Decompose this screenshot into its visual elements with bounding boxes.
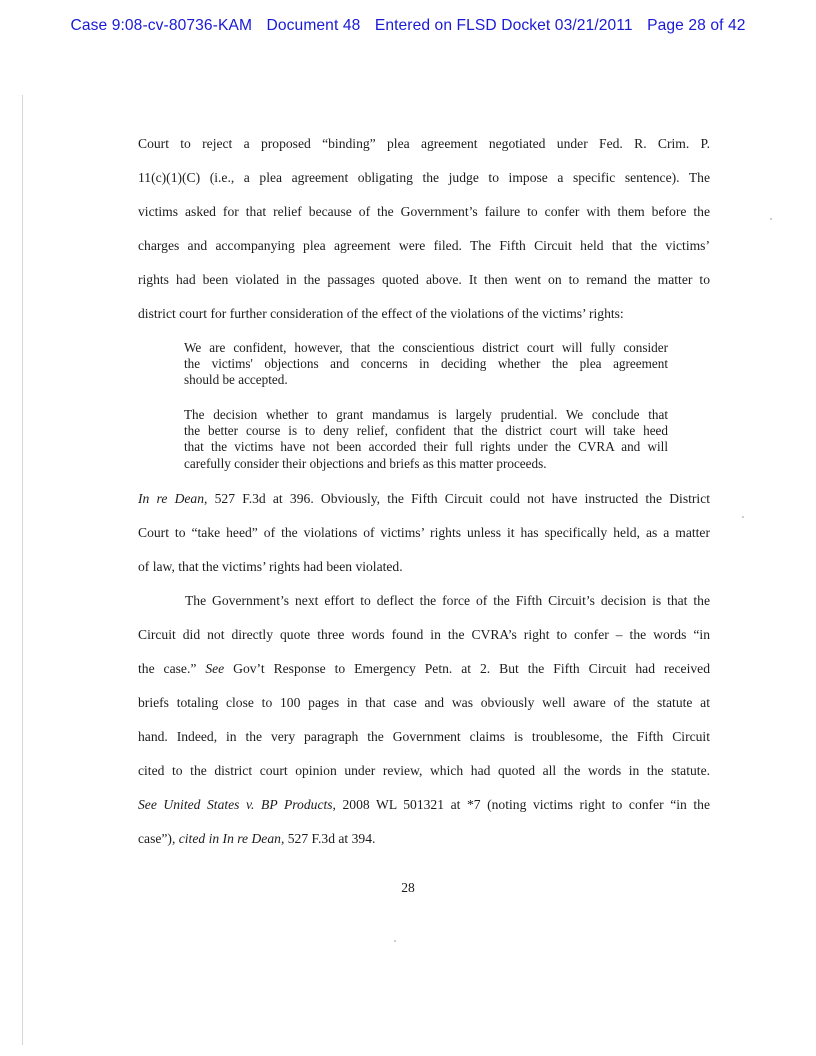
text-line: The Government’s next effort to deflect the force of the Fifth Circuit’s decision is that the	[185, 593, 710, 608]
text-line: 11(c)(1)(C) (i.e., a plea agreement obligating the judge to impose a specific sentence). The	[138, 170, 710, 185]
docket-entry: Entered on FLSD Docket 03/21/2011	[374, 17, 633, 34]
text-line: Court to reject a proposed “binding” plea agreement negotiated under Fed. R. Crim. P.	[138, 136, 710, 151]
text-line: the case.” See Gov’t Response to Emergency Petn. at 2. But the Fifth Circuit had received	[138, 661, 710, 676]
quote-line: The decision whether to grant mandamus is largely prudential. We conclude that	[184, 407, 668, 422]
scan-speck	[394, 940, 396, 942]
text-line: cited to the district court opinion under review, which had quoted all the words in the statute.	[138, 763, 710, 778]
case-citation: cited in In re Dean	[178, 831, 281, 846]
document-number: Document 48	[266, 17, 361, 34]
text-line: hand. Indeed, in the very paragraph the Government claims is troublesome, the Fifth Circuit	[138, 729, 710, 744]
signal-see: See	[205, 661, 225, 676]
quote-line: the victims' objections and concerns in deciding whether the plea agreement	[184, 356, 668, 371]
text-line: district court for further consideration of the effect of the violations of the victims’ rights:	[138, 306, 624, 321]
text-line: In re Dean, 527 F.3d at 396. Obviously, the Fifth Circuit could not have instructed the District	[138, 491, 710, 506]
scan-speck	[770, 218, 772, 220]
quote-line: the better course is to deny relief, confident that the district court will take heed	[184, 423, 668, 438]
scan-edge-line	[22, 95, 23, 1045]
page-number: 28	[401, 880, 415, 895]
text-line: briefs totaling close to 100 pages in that case and was obviously well aware of the statute at	[138, 695, 710, 710]
text-line: of law, that the victims’ rights had been violated.	[138, 559, 403, 574]
text-line: case”), cited in In re Dean, 527 F.3d at 394.	[138, 831, 376, 846]
quote-line: that the victims have not been accorded their full rights under the CVRA and will	[184, 439, 668, 454]
text-line: charges and accompanying plea agreement were filed. The Fifth Circuit held that the victims’	[138, 238, 710, 253]
page-count: Page 28 of 42	[647, 17, 746, 34]
text-line: rights had been violated in the passages quoted above. It then went on to remand the matter to	[138, 272, 710, 287]
quote-line: should be accepted.	[184, 372, 288, 387]
text-line: victims asked for that relief because of the Government’s failure to confer with them before the	[138, 204, 710, 219]
case-number: Case 9:08-cv-80736-KAM	[70, 17, 253, 34]
docket-header	[0, 17, 816, 35]
text-line: Circuit did not directly quote three words found in the CVRA’s right to confer – the words “in	[138, 627, 710, 642]
text-line: Court to “take heed” of the violations of victims’ rights unless it has specifically held, as a matter	[138, 525, 710, 540]
scan-speck	[742, 516, 744, 518]
text-line: See United States v. BP Products, 2008 WL 501321 at *7 (noting victims right to confer “in the	[138, 797, 710, 812]
case-citation: In re Dean	[138, 491, 205, 506]
quote-line: carefully consider their objections and briefs as this matter proceeds.	[184, 456, 547, 471]
quote-line: We are confident, however, that the conscientious district court will fully consider	[184, 340, 668, 355]
case-citation: See United States v. BP Products	[138, 797, 333, 812]
